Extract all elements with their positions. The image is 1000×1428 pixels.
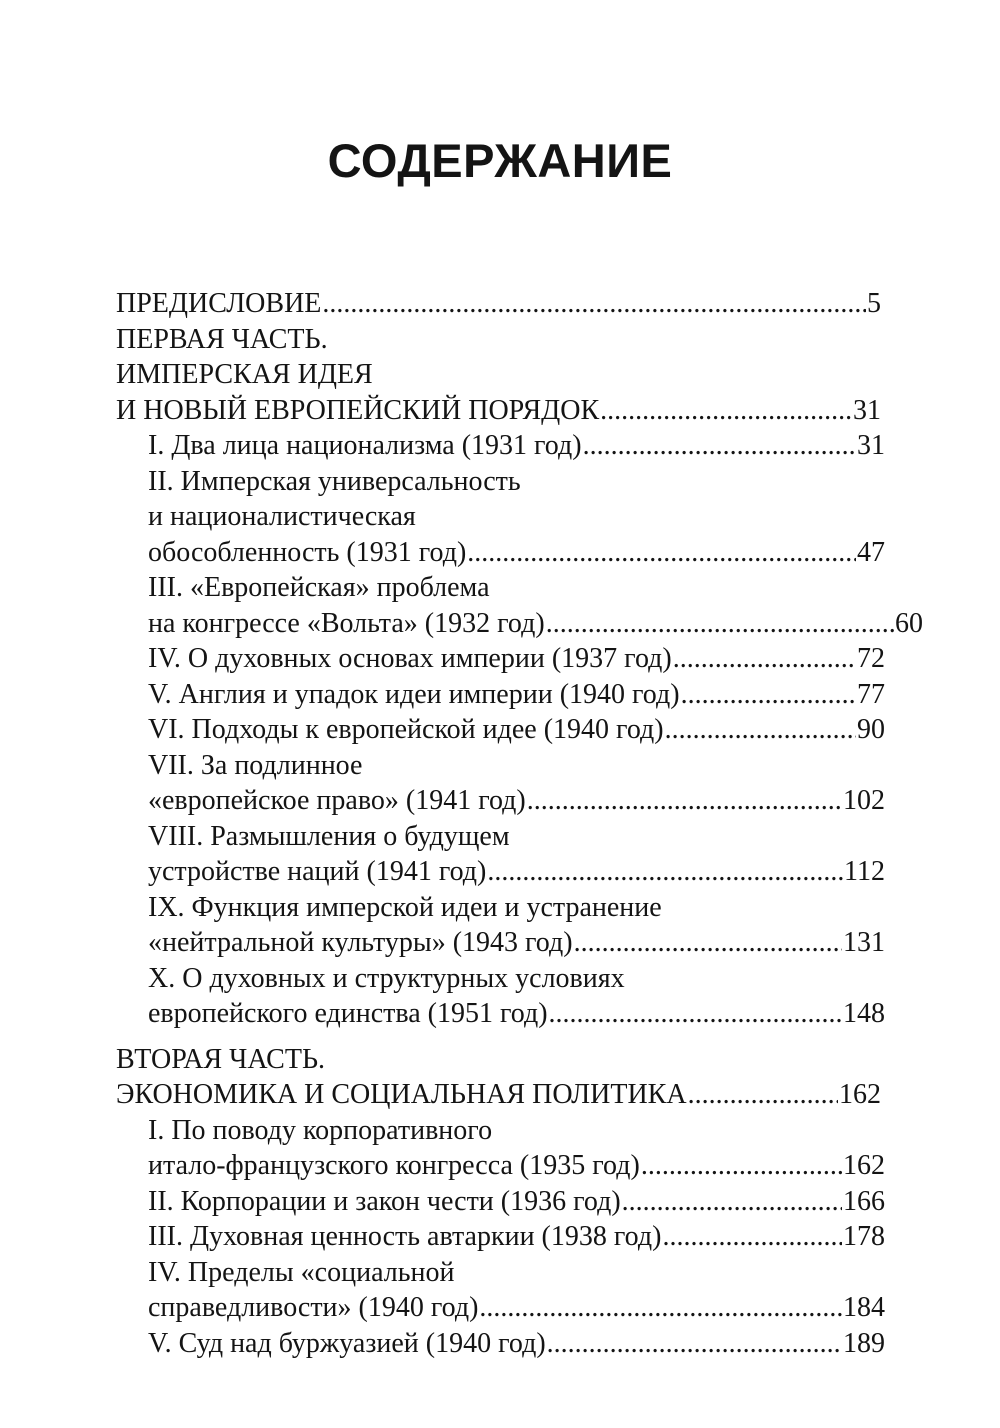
toc-page-number: 112 xyxy=(844,856,885,887)
toc-page-number: 90 xyxy=(857,714,885,745)
dot-leader xyxy=(673,641,856,677)
dot-leader xyxy=(547,1326,842,1362)
toc-chapter-entry xyxy=(116,535,885,571)
dot-leader xyxy=(322,286,866,322)
toc-page-number: 189 xyxy=(843,1327,885,1359)
dot-leader xyxy=(600,393,852,429)
toc-entry-text: ЭКОНОМИКА И СОЦИАЛЬНАЯ ПОЛИТИКА xyxy=(116,1079,687,1110)
toc-page-number: 77 xyxy=(857,678,885,710)
toc-entry-text: ПЕРВАЯ ЧАСТЬ. xyxy=(116,323,328,355)
toc-entry-text: IV. О духовных основах империи (1937 год) xyxy=(148,643,672,674)
toc-page-number: 131 xyxy=(843,927,885,958)
toc-chapter-entry xyxy=(116,641,885,677)
dot-leader xyxy=(641,1148,842,1184)
toc-chapter-entry xyxy=(116,925,885,961)
toc-page-number: 162 xyxy=(839,1079,881,1110)
toc-chapter-entry xyxy=(116,1219,885,1255)
dot-leader xyxy=(527,783,842,819)
toc-entry-text: II. Имперская универсальность xyxy=(148,465,521,497)
toc-entry-preface xyxy=(116,286,881,322)
toc-chapter-entry xyxy=(116,1255,885,1291)
toc-page-number: 178 xyxy=(843,1221,885,1252)
dot-leader xyxy=(622,1184,842,1220)
toc-chapter-entry xyxy=(116,464,885,500)
dot-leader xyxy=(549,996,842,1032)
toc-entry-text: на конгрессе «Вольта» (1932 год) xyxy=(148,607,545,639)
dot-leader xyxy=(665,712,856,748)
dot-leader xyxy=(467,535,856,571)
toc-entry-text: VII. За подлинное xyxy=(148,749,363,781)
dot-leader xyxy=(662,1219,842,1255)
toc-page-number: 5 xyxy=(867,288,881,319)
toc-part-heading xyxy=(116,1077,881,1113)
dot-leader xyxy=(487,854,843,890)
toc-chapter-entry xyxy=(116,748,885,784)
toc-chapter-entry xyxy=(116,996,885,1032)
toc-chapter-entry xyxy=(116,499,885,535)
toc-chapter-entry xyxy=(116,819,885,855)
toc-entry-text: ВТОРАЯ ЧАСТЬ. xyxy=(116,1043,326,1075)
toc-page-number: 166 xyxy=(843,1185,885,1217)
toc-page-number: 184 xyxy=(843,1292,885,1323)
toc-chapter-entry xyxy=(116,961,885,997)
dot-leader xyxy=(479,1290,842,1326)
toc-chapter-entry xyxy=(116,1290,885,1326)
toc-entry-text: I. По поводу корпоративного xyxy=(148,1114,493,1146)
dot-leader xyxy=(681,677,856,713)
toc-entry-text: IV. Пределы «социальной xyxy=(148,1256,455,1288)
toc-entry-text: справедливости» (1940 год) xyxy=(148,1292,479,1323)
toc-chapter-entry xyxy=(116,1184,885,1220)
dot-leader xyxy=(688,1077,838,1113)
dot-leader xyxy=(583,428,856,464)
toc-page-number: 60 xyxy=(895,607,923,639)
toc-entry-text: и националистическая xyxy=(148,501,416,532)
toc-entry-text: ИМПЕРСКАЯ ИДЕЯ xyxy=(116,359,373,390)
toc-part-heading xyxy=(116,393,881,429)
toc-chapter-entry xyxy=(116,1148,885,1184)
toc-entry-text: «нейтральной культуры» (1943 год) xyxy=(148,927,573,958)
toc-page-number: 31 xyxy=(857,430,885,461)
toc-part-heading xyxy=(116,357,881,393)
toc-entry-text: X. О духовных и структурных условиях xyxy=(148,962,625,994)
toc-entry-text: европейского единства (1951 год) xyxy=(148,998,548,1029)
toc-entry-text: итало-французского конгресса (1935 год) xyxy=(148,1150,640,1181)
toc-chapter-entry xyxy=(116,606,923,642)
toc-chapter-entry xyxy=(116,428,885,464)
toc-chapter-entry xyxy=(116,1326,885,1362)
toc-entry-text: IX. Функция имперской идеи и устранение xyxy=(148,891,662,923)
toc-page-number: 102 xyxy=(843,785,885,816)
toc-entry-text: III. «Европейская» проблема xyxy=(148,572,490,603)
toc-entry-text: «европейское право» (1941 год) xyxy=(148,785,526,816)
toc-chapter-entry xyxy=(116,677,885,713)
page-title: СОДЕРЖАНИЕ xyxy=(327,134,673,188)
toc-chapter-entry xyxy=(116,890,885,926)
toc-page-number: 148 xyxy=(843,998,885,1029)
table-of-contents xyxy=(116,286,923,1361)
toc-chapter-entry xyxy=(116,712,885,748)
toc-entry-text: V. Англия и упадок идеи империи (1940 год) xyxy=(148,678,680,710)
toc-entry-text: II. Корпорации и закон чести (1936 год) xyxy=(148,1185,621,1217)
toc-page-number: 31 xyxy=(853,394,881,426)
toc-entry-text: III. Духовная ценность автаркии (1938 год) xyxy=(148,1221,662,1252)
toc-entry-text: VIII. Размышления о будущем xyxy=(148,820,510,852)
toc-entry-text: устройстве наций (1941 год) xyxy=(148,856,487,887)
dot-leader xyxy=(574,925,842,961)
toc-chapter-entry xyxy=(116,570,885,606)
toc-chapter-entry xyxy=(116,854,885,890)
toc-entry-text: обособленность (1931 год) xyxy=(148,536,467,568)
toc-chapter-entry xyxy=(116,783,885,819)
toc-entry-text: И НОВЫЙ ЕВРОПЕЙСКИЙ ПОРЯДОК xyxy=(116,394,600,426)
toc-entry-text: I. Два лица национализма (1931 год) xyxy=(148,430,582,461)
toc-page-number: 72 xyxy=(857,643,885,674)
toc-entry-text: ПРЕДИСЛОВИЕ xyxy=(116,288,322,319)
toc-part-heading xyxy=(116,1042,881,1078)
toc-part-heading xyxy=(116,322,881,358)
toc-page-number: 47 xyxy=(857,536,885,568)
toc-chapter-entry xyxy=(116,1113,885,1149)
dot-leader xyxy=(546,606,894,642)
toc-entry-text: VI. Подходы к европейской идее (1940 год) xyxy=(148,714,664,745)
toc-entry-text: V. Суд над буржуазией (1940 год) xyxy=(148,1327,546,1359)
toc-page-number: 162 xyxy=(843,1150,885,1181)
